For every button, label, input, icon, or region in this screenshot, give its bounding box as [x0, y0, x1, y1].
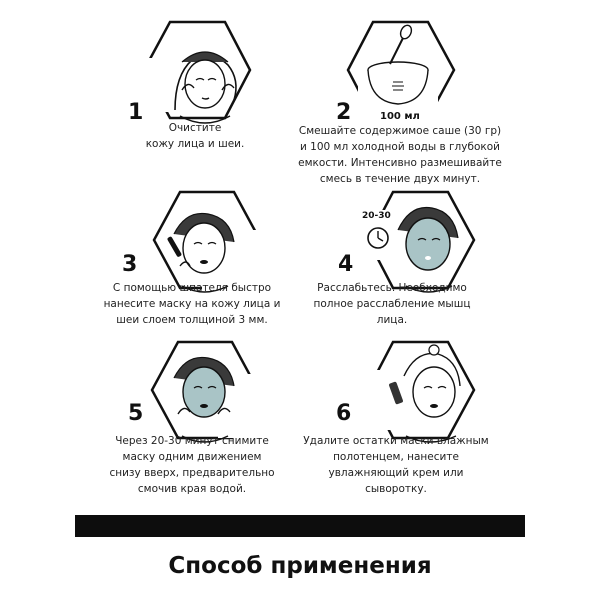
- step-description: Очистите кожу лица и шеи.: [145, 122, 245, 150]
- bowl-mixing-illustration: [338, 20, 458, 130]
- step-description: Расслабьтесь. Необходимо полное расслабление мышц лица.: [313, 282, 471, 326]
- divider-bar: [75, 515, 525, 537]
- step-4: [313, 190, 598, 350]
- step-description: Смешайте содержимое саше (30 гр) и 100 мл холодной воды в глубокой емкости. Интенсивно размешивайте смесь в течение двух минут.: [298, 125, 502, 185]
- step-description: Удалите остатки маски влажным полотенцем, нанесите увлажняющий крем или сыворотку.: [303, 435, 489, 495]
- step-description: Через 20-30 минут снимите маску одним движением снизу вверх, предварительно смочив края водой.: [109, 435, 275, 495]
- volume-badge: 100 мл: [380, 111, 420, 122]
- step-number: 4: [338, 252, 354, 277]
- step-6: [303, 340, 598, 500]
- time-badge: 20-30: [362, 211, 391, 221]
- step-number: 5: [128, 401, 144, 426]
- step-description: С помощью шпателя быстро нанесите маску на кожу лица и шеи слоем толщиной 3 мм.: [103, 282, 281, 326]
- page-title: Способ применения: [168, 553, 432, 579]
- step-number: 6: [336, 401, 352, 426]
- step-number: 1: [128, 100, 144, 125]
- step-number: 2: [336, 100, 352, 125]
- step-2: [296, 20, 576, 185]
- step-number: 3: [122, 252, 138, 277]
- face-cleansing-illustration: [130, 20, 250, 130]
